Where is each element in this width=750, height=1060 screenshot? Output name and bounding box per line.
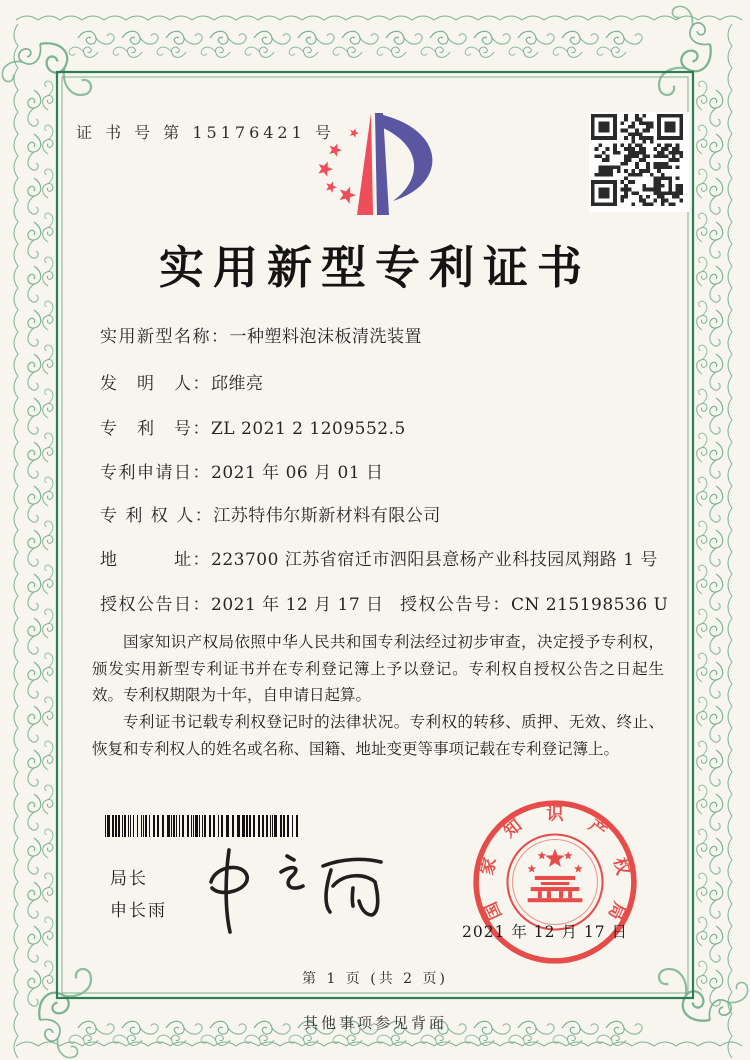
field-row [100,545,658,570]
svg-text:知: 知 [500,815,526,843]
field-row [100,458,384,483]
body-paragraph: 专利证书记载专利权登记时的法律状况。专利权的转移、质押、无效、终止、恢复和专利权人的姓名或名称、国籍、地址变更等事项记载在专利登记簿上。 [92,712,664,758]
handwritten-signature-icon [190,838,410,938]
field-value: 223700 江苏省宿迁市泗阳县意杨产业科技园凤翔路 1 号 [211,550,658,570]
field-label: 地 址： [100,550,211,570]
field-value: 江苏特伟尔斯新材料有限公司 [213,506,441,526]
grant-number-row [400,590,668,615]
field-label: 专 利 号： [100,419,211,439]
official-seal-icon [467,794,643,970]
svg-text:国: 国 [480,898,507,923]
svg-text:识: 识 [546,804,564,825]
back-note: 其他事项参见背面 [302,1014,447,1032]
field-value: ZL 2021 2 1209552.5 [211,419,406,439]
svg-text:家: 家 [477,855,501,878]
seal-date: 2021 年 12 月 17 日 [462,923,629,941]
field-value: 邱维亮 [211,374,264,394]
field-value: 一种塑料泡沫板清洗装置 [229,327,422,347]
field-label: 专 利 权 人： [100,506,214,526]
legal-text [92,629,664,762]
svg-text:局: 局 [603,898,630,923]
field-row [100,322,422,347]
field-row [100,414,406,439]
svg-text:权: 权 [609,855,633,878]
svg-text:产: 产 [584,815,610,843]
field-value: 2021 年 06 月 01 日 [211,463,384,483]
barcode-icon [105,813,301,839]
page-indicator: 第 1 页 (共 2 页) [302,971,448,987]
field-label: 发 明 人： [100,374,211,394]
field-row [100,590,384,615]
commissioner-name: 申长雨 [110,901,167,921]
field-label: 专利申请日： [100,463,211,483]
qr-code-icon [589,112,689,212]
field-value: 2021 年 12 月 17 日 [211,595,384,615]
grant-number-label: 授权公告号： [400,595,511,615]
grant-number-value: CN 215198536 U [511,595,669,615]
field-label: 授权公告日： [100,595,211,615]
cnipa-logo-icon [297,103,457,221]
field-row [100,369,264,394]
certificate-number: 证 书 号 第 15176421 号 [76,123,335,142]
certificate-title: 实用新型专利证书 [158,241,591,294]
commissioner-title: 局长 [110,869,148,889]
body-paragraph: 国家知识产权局依照中华人民共和国专利法经过初步审查，决定授予专利权，颁发实用新型专利证书并在专利登记簿上予以登记。专利权自授权公告之日起生效。专利权期限为十年，自申请日起算。 [92,633,664,705]
field-label: 实用新型名称： [100,327,230,347]
field-row [100,501,441,526]
